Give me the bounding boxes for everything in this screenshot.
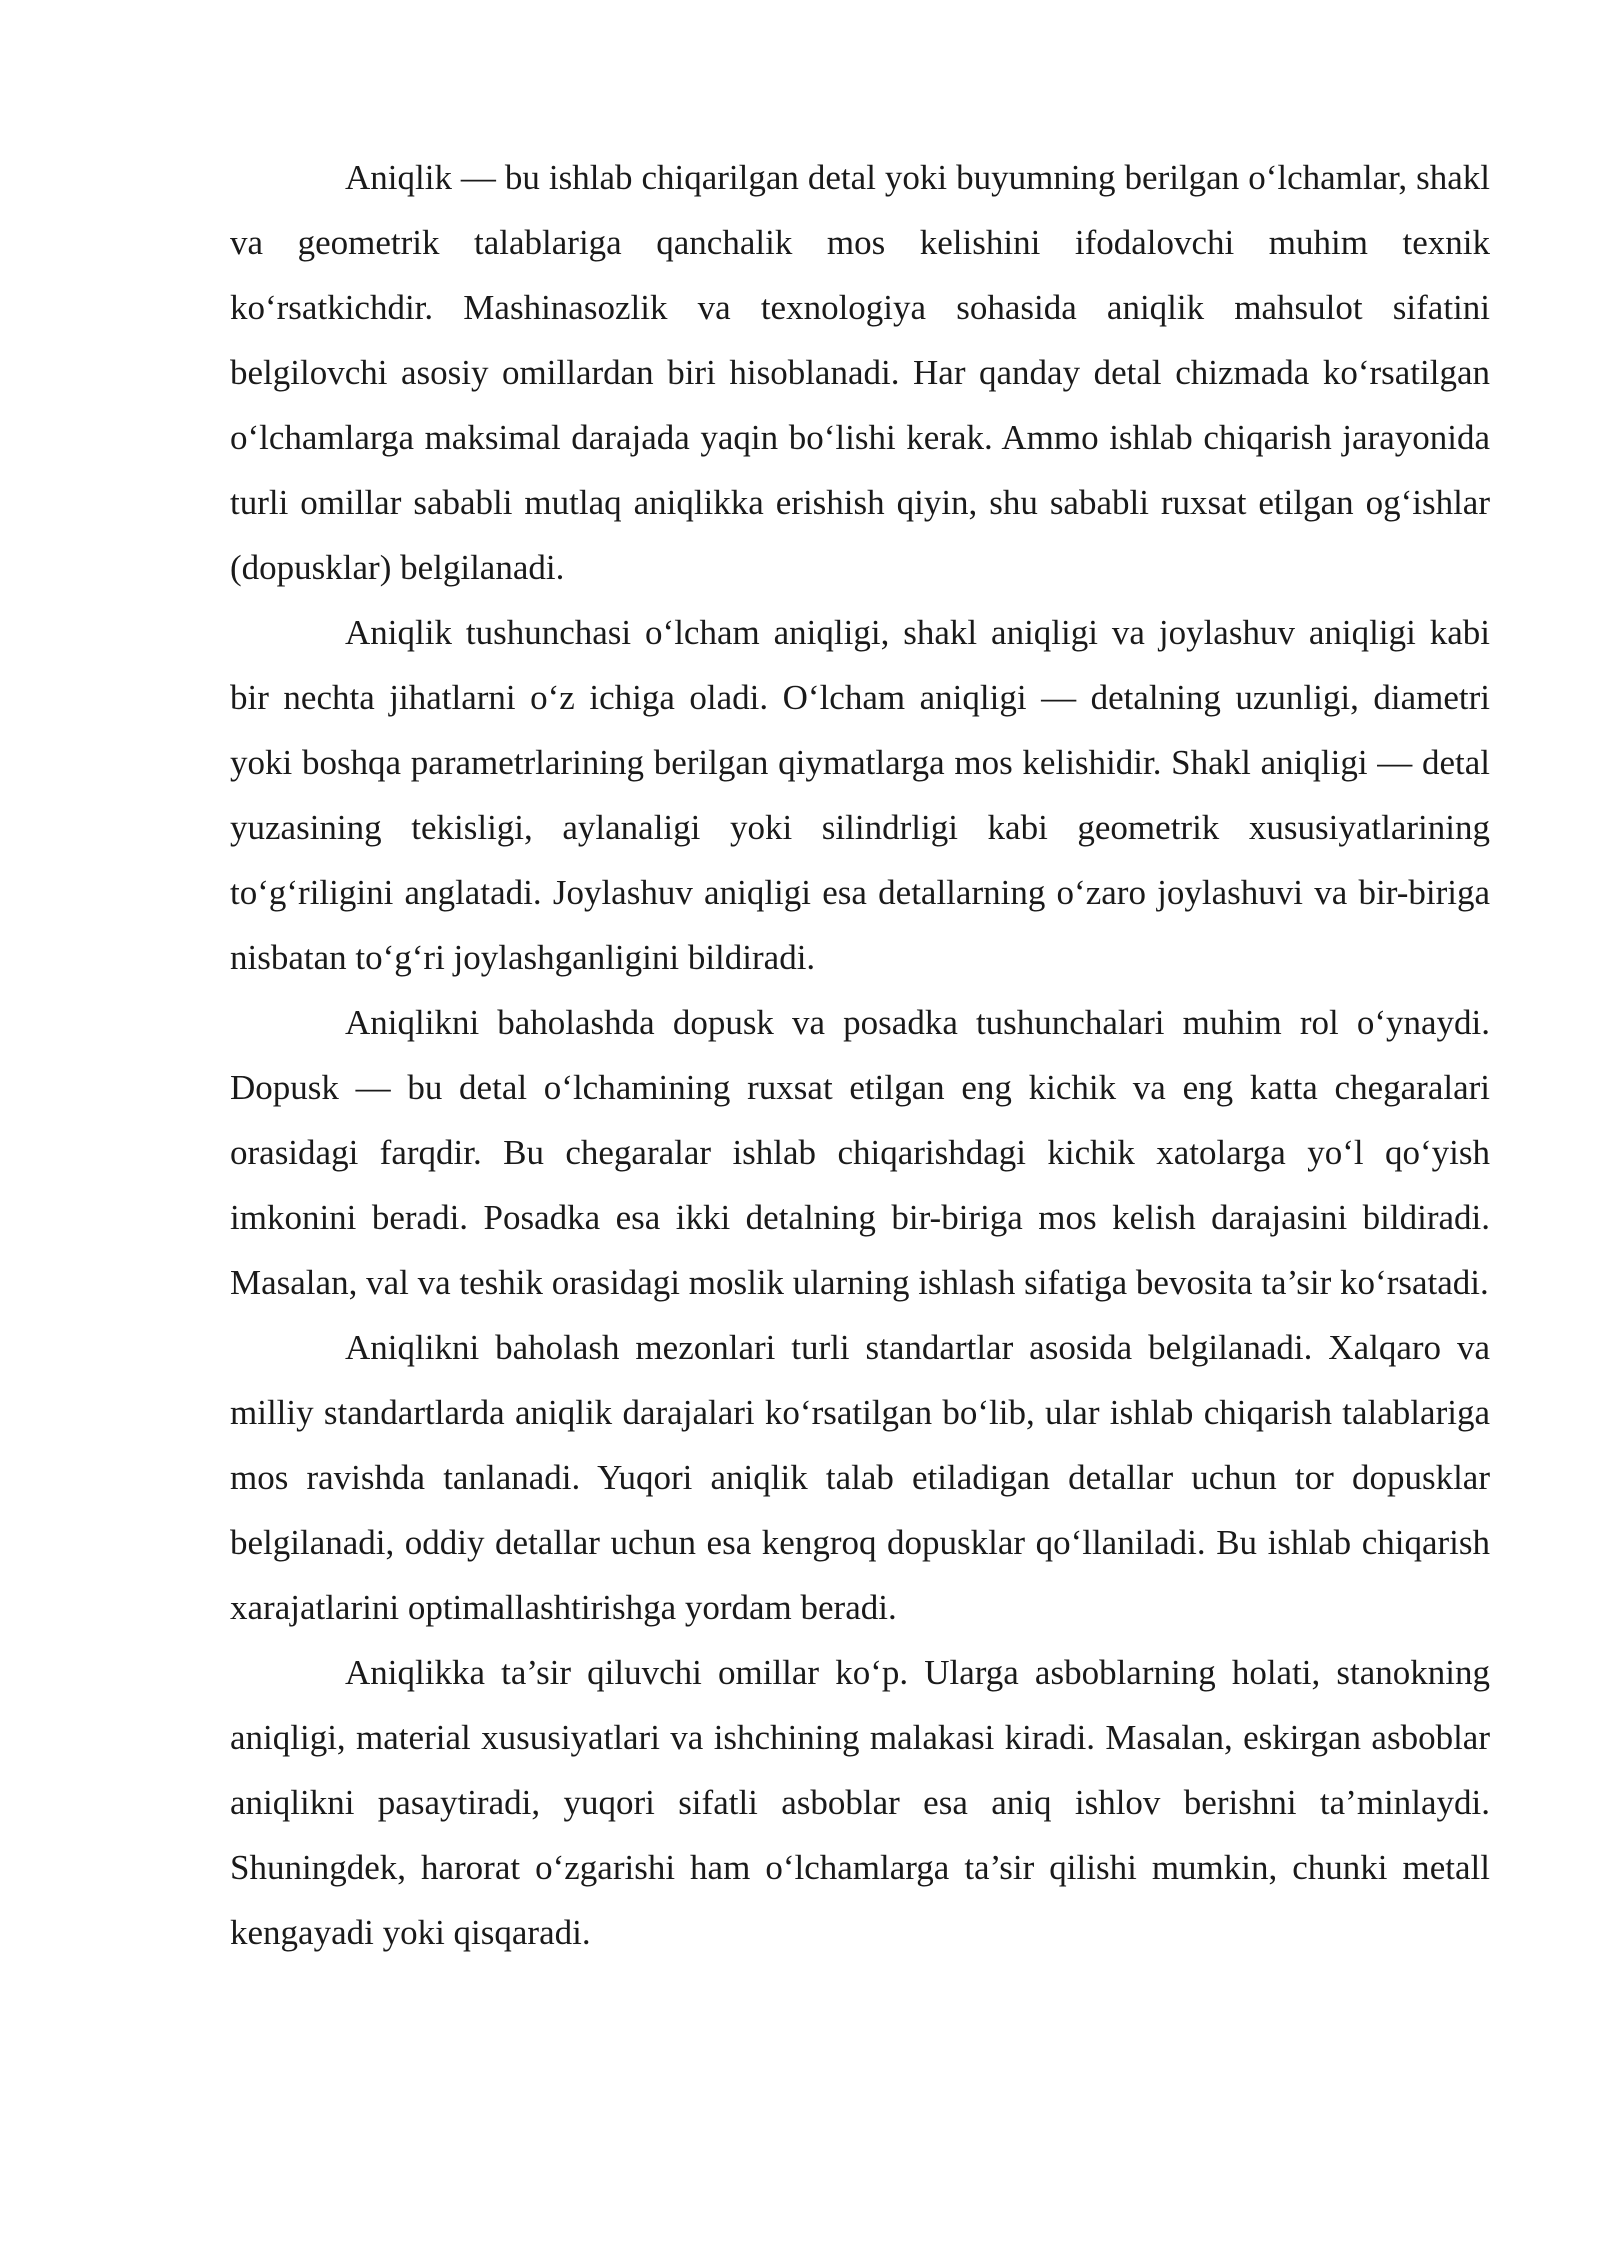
document-body xyxy=(230,145,1490,1965)
paragraph-dopusk-posadka: Aniqlikni baholashda dopusk va posadka tushunchalari muhim rol o‘ynaydi. Dopusk — bu detal o‘lchamining ruxsat etilgan eng kichik va eng katta chegaralari orasidagi farqdir. Bu chegaralar ishlab chiqarishdagi kichik xatolarga yo‘l qo‘yish imkonini beradi. Posadka esa ikki detalning bir-biriga mos kelish darajasini bildiradi. Masalan, val va teshik orasidagi moslik ularning ishlash sifatiga bevosita ta’sir ko‘rsatadi. xyxy=(230,1003,1490,1302)
paragraph-aniqlik-types: Aniqlik tushunchasi o‘lcham aniqligi, shakl aniqligi va joylashuv aniqligi kabi bir nechta jihatlarni o‘z ichiga oladi. O‘lcham aniqligi — detalning uzunligi, diametri yoki boshqa parametrlarining berilgan qiymatlarga mos kelishidir. Shakl aniqligi — detal yuzasining tekisligi, aylanaligi yoki silindrligi kabi geometrik xususiyatlarining to‘g‘riligini anglatadi. Joylashuv aniqligi esa detallarning o‘zaro joylashuvi va bir-biriga nisbatan to‘g‘ri joylashganligini bildiradi. xyxy=(230,613,1490,977)
paragraph-factors: Aniqlikka ta’sir qiluvchi omillar ko‘p. Ularga asboblarning holati, stanokning aniqligi, material xususiyatlari va ishchining malakasi kiradi. Masalan, eskirgan asboblar aniqlikni pasaytiradi, yuqori sifatli asboblar esa aniq ishlov berishni ta’minlaydi. Shuningdek, harorat o‘zgarishi ham o‘lchamlarga ta’sir qilishi mumkin, chunki metall kengayadi yoki qisqaradi. xyxy=(230,1653,1490,1952)
paragraph-aniqlik-definition: Aniqlik — bu ishlab chiqarilgan detal yoki buyumning berilgan o‘lchamlar, shakl va geometrik talablariga qanchalik mos kelishini ifodalovchi muhim texnik ko‘rsatkichdir. Mashinasozlik va texnologiya sohasida aniqlik mahsulot sifatini belgilovchi asosiy omillardan biri hisoblanadi. Har qanday detal chizmada ko‘rsatilgan o‘lchamlarga maksimal darajada yaqin bo‘lishi kerak. Ammo ishlab chiqarish jarayonida turli omillar sababli mutlaq aniqlikka erishish qiyin, shu sababli ruxsat etilgan og‘ishlar (dopusklar) belgilanadi. xyxy=(230,158,1490,587)
paragraph-standards: Aniqlikni baholash mezonlari turli standartlar asosida belgilanadi. Xalqaro va milliy standartlarda aniqlik darajalari ko‘rsatilgan bo‘lib, ular ishlab chiqarish talablariga mos ravishda tanlanadi. Yuqori aniqlik talab etiladigan detallar uchun tor dopusklar belgilanadi, oddiy detallar uchun esa kengroq dopusklar qo‘llaniladi. Bu ishlab chiqarish xarajatlarini optimallashtirishga yordam beradi. xyxy=(230,1328,1490,1627)
